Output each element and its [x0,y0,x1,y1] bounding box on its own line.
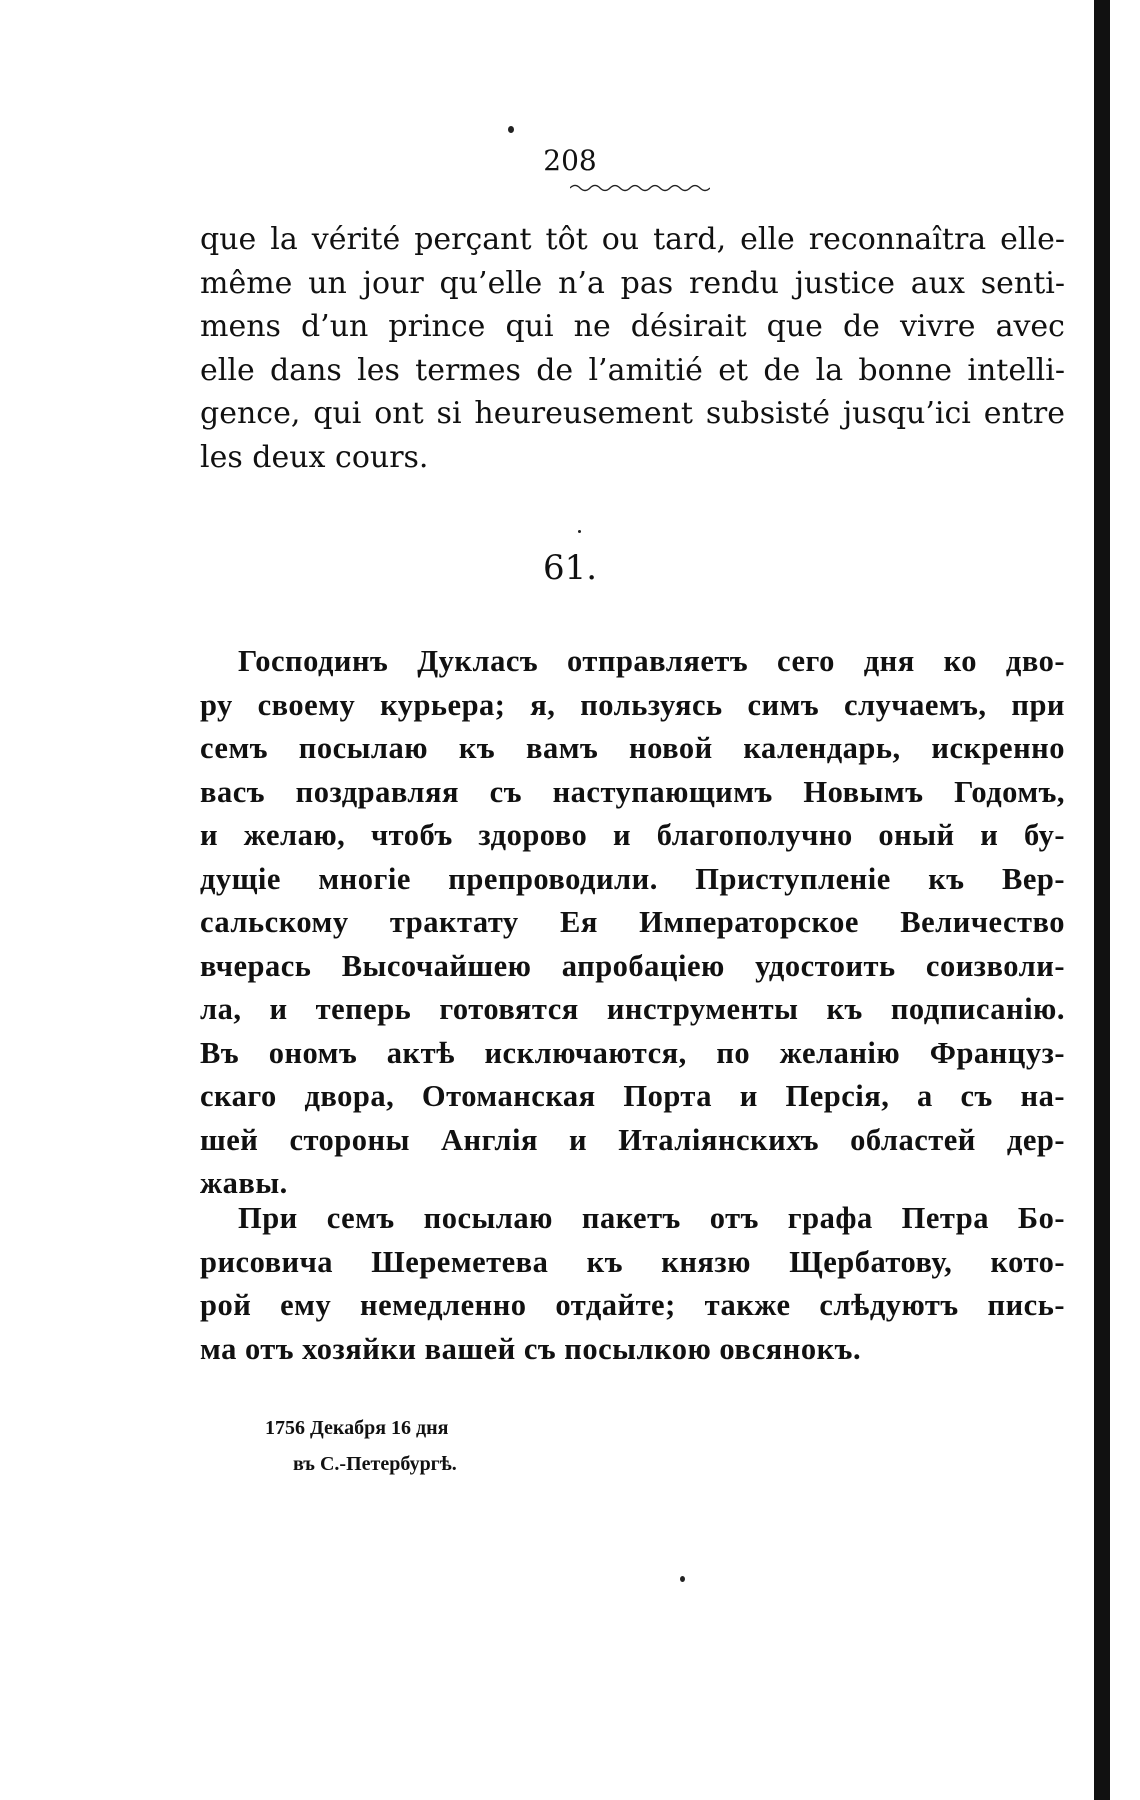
text-line: шей стороны Англія и Италіянскихъ областей дер- [200,1122,1065,1157]
text-line: скаго двора, Отоманская Порта и Персія, а съ на- [200,1079,1065,1113]
text-line: дущіе многіе препроводили. Приступленіе къ Вер- [200,861,1065,896]
letter-paragraph-1 [200,640,1065,1206]
text-line: и желаю, чтобъ здорово и благополучно оный и бу- [200,818,1065,852]
scan-edge-bar [1094,0,1110,1800]
text-line: васъ поздравляя съ наступающимъ Новымъ Годомъ, [200,774,1065,809]
text-line: Господинъ Дукласъ отправляетъ сего дня ко дво- [238,644,1065,678]
french-paragraph [200,218,1065,479]
scan-speck [680,1576,685,1582]
signoff-place: въ С.-Петербургѣ. [293,1453,457,1475]
text-line: ла, и теперь готовятся инструменты къ подписанію. [200,992,1065,1026]
letter-paragraph-2 [200,1197,1065,1371]
text-line: Въ ономъ актѣ исключаются, по желанію Француз- [200,1035,1065,1070]
text-line: рисовича Шереметева къ князю Щербатову, кото- [200,1244,1065,1279]
text-line: les deux cours. [200,439,429,475]
wavy-rule-ornament [570,182,710,192]
text-line: сальскому трактату Ея Императорское Величество [200,905,1065,939]
text-line: même un jour qu’elle n’a pas rendu justice aux senti- [200,265,1065,301]
text-line: ру своему курьера; я, пользуясь симъ случаемъ, при [200,687,1065,722]
scan-speck [508,126,514,133]
signoff-date: 1756 Декабря 16 дня [265,1417,449,1439]
text-line: рой ему немедленно отдайте; также слѣдуютъ пись- [200,1288,1065,1322]
section-number: 61. [542,548,598,588]
text-line: семъ посылаю къ вамъ новой календарь, искренно [200,731,1065,765]
text-line: вчерась Высочайшею апробаціею удостоить соизволи- [200,948,1065,983]
text-line: gence, qui ont si heureusement subsisté jusqu’ici entre [200,396,1065,431]
text-line: При семъ посылаю пакетъ отъ графа Петра Бо- [238,1201,1065,1235]
page-number: 208 [543,144,597,177]
text-line: ма отъ хозяйки вашей съ посылкою овсянокъ. [200,1331,862,1366]
text-line: que la vérité perçant tôt ou tard, elle reconnaîtra elle- [200,222,1065,257]
date-place-signoff [265,1410,457,1482]
text-line: жавы. [200,1166,288,1200]
scan-speck [578,530,581,533]
text-line: elle dans les termes de l’amitié et de la bonne intelli- [200,352,1065,388]
text-line: mens d’un prince qui ne désirait que de vivre avec [200,309,1065,344]
